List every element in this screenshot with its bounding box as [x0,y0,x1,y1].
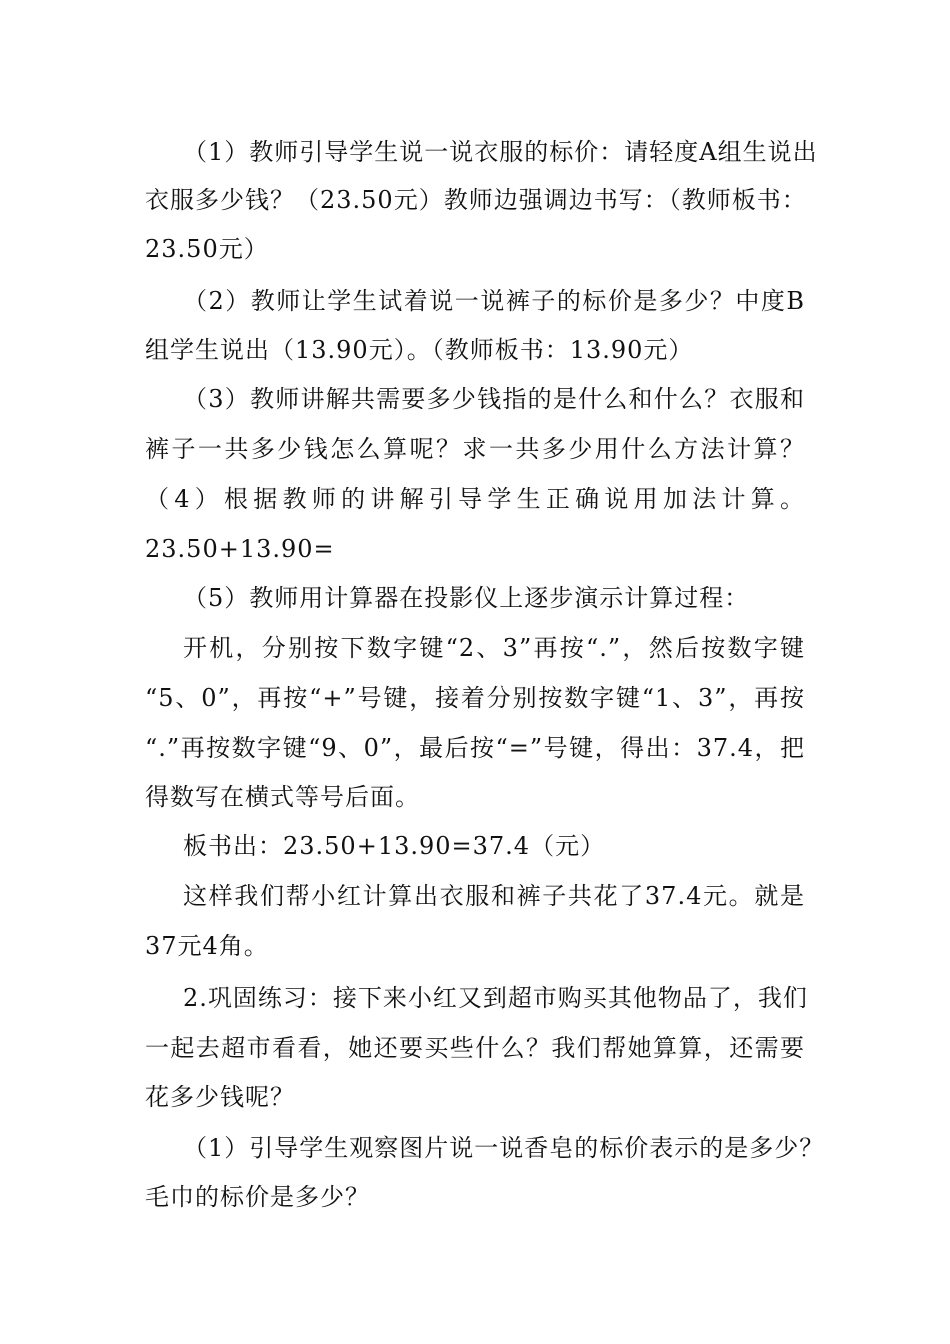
paragraph-line: 花多少钱呢？ [145,1083,295,1111]
paragraph-line: （1）引导学生观察图片说一说香皂的标价表示的是多少？ [183,1134,825,1162]
paragraph-line: “5、0”，再按“+”号键，接着分别按数字键“1、3”，再按 [145,684,805,712]
paragraph-line: 2.巩固练习：接下来小红又到超市购买其他物品了，我们 [183,984,808,1012]
paragraph-line: 这样我们帮小红计算出衣服和裤子共花了37.4元。就是 [183,882,805,910]
paragraph-line: （3）教师讲解共需要多少钱指的是什么和什么？衣服和 [183,385,805,413]
paragraph-line: 23.50+13.90= [145,535,335,563]
paragraph-line: 开机，分别按下数字键“2、3”再按“.”，然后按数字键 [183,634,805,662]
paragraph-line: “.”再按数字键“9、0”，最后按“=”号键，得出：37.4，把 [145,734,805,762]
paragraph-line: （4）根据教师的讲解引导学生正确说用加法计算。 [145,485,805,513]
paragraph-line: 板书出：23.50+13.90=37.4（元） [183,832,606,860]
paragraph-line: 37元4角。 [145,932,269,960]
paragraph-line: 组学生说出（13.90元）。（教师板书：13.90元） [145,336,694,364]
paragraph-line: （2）教师让学生试着说一说裤子的标价是多少？中度B [183,287,805,315]
paragraph-line: （1）教师引导学生说一说衣服的标价：请轻度A组生说出 [183,138,818,166]
paragraph-line: 衣服多少钱？（23.50元）教师边强调边书写：（教师板书： [145,186,807,214]
paragraph-line: 裤子一共多少钱怎么算呢？求一共多少用什么方法计算？ [145,435,805,463]
paragraph-line: 23.50元） [145,235,269,263]
paragraph-line: 毛巾的标价是多少？ [145,1183,370,1211]
paragraph-line: 一起去超市看看，她还要买些什么？我们帮她算算，还需要 [145,1034,805,1062]
paragraph-line: （5）教师用计算器在投影仪上逐步演示计算过程： [183,584,750,612]
paragraph-line: 得数写在横式等号后面。 [145,783,420,811]
